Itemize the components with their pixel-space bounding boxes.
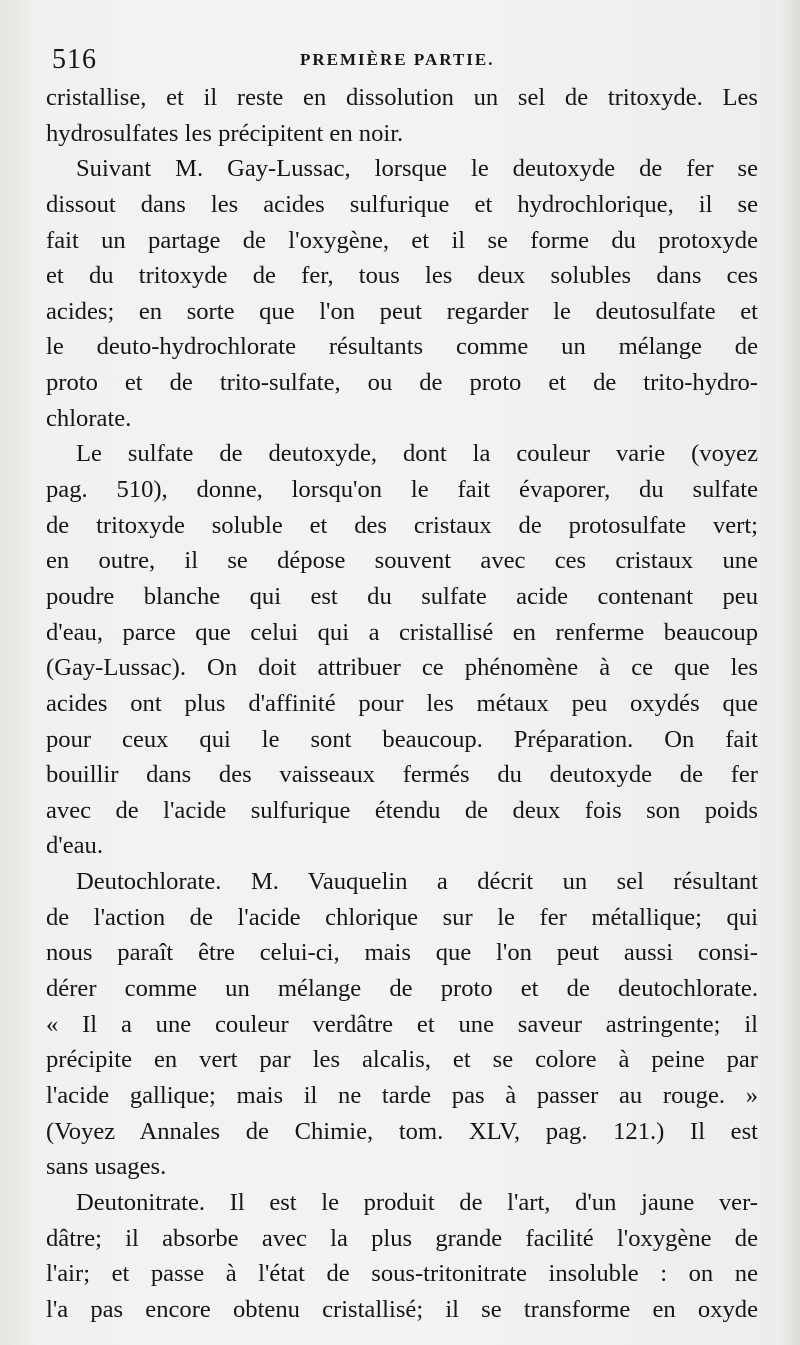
text-line: pour ceux qui le sont beaucoup. Préparation. On fait (46, 725, 758, 753)
text-line: en outre, il se dépose souvent avec ces cristaux une (46, 547, 758, 575)
text-line: sans usages. (46, 1153, 167, 1181)
text-line: avec de l'acide sulfurique étendu de deux fois son poids (46, 796, 758, 824)
text-line: l'a pas encore obtenu cristallisé; il se transforme en oxyde (46, 1295, 758, 1323)
paragraph (46, 1185, 758, 1328)
text-line: pag. 510), donne, lorsqu'on le fait évaporer, du sulfate (46, 476, 758, 504)
text-line: dérer comme un mélange de proto et de deutochlorate. (46, 975, 758, 1003)
text-line: nous paraît être celui-ci, mais que l'on peut aussi consi- (46, 939, 758, 967)
paragraph (46, 864, 758, 1185)
text-line: acides ont plus d'affinité pour les métaux peu oxydés que (46, 689, 758, 717)
text-line: Suivant M. Gay-Lussac, lorsque le deutoxyde de fer se (76, 155, 758, 183)
text-line: cristallise, et il reste en dissolution un sel de tritoxyde. Les (46, 84, 758, 111)
text-line: d'eau. (46, 832, 104, 860)
text-line: hydrosulfates les précipitent en noir. (46, 119, 404, 147)
body-text (46, 80, 758, 1327)
page-header (52, 40, 760, 80)
text-line: précipite en vert par les alcalis, et se colore à peine par (46, 1046, 758, 1074)
text-line: dissout dans les acides sulfurique et hydrochlorique, il se (46, 190, 758, 218)
text-line: Deutochlorate. M. Vauquelin a décrit un sel résultant (76, 868, 758, 896)
text-line: dâtre; il absorbe avec la plus grande facilité l'oxygène de (46, 1224, 758, 1252)
text-line: d'eau, parce que celui qui a cristallisé en renferme beaucoup (46, 618, 758, 646)
text-line: de l'action de l'acide chlorique sur le fer métallique; qui (46, 903, 758, 931)
text-line: l'acide gallique; mais il ne tarde pas à passer au rouge. » (46, 1081, 758, 1109)
text-line: l'air; et passe à l'état de sous-tritonitrate insoluble : on ne (46, 1260, 758, 1288)
paragraph (46, 151, 758, 436)
page-number: 516 (52, 44, 97, 75)
text-line: le deuto-hydrochlorate résultants comme un mélange de (46, 333, 758, 361)
text-line: chlorate. (46, 404, 132, 432)
text-line: fait un partage de l'oxygène, et il se forme du protoxyde (46, 226, 758, 254)
text-line: bouillir dans des vaisseaux fermés du deutoxyde de fer (46, 761, 758, 789)
paragraph (46, 80, 758, 151)
text-line: et du tritoxyde de fer, tous les deux solubles dans ces (46, 262, 758, 290)
text-line: acides; en sorte que l'on peut regarder le deutosulfate et (46, 297, 758, 325)
text-line: poudre blanche qui est du sulfate acide contenant peu (46, 582, 758, 610)
text-line: Deutonitrate. Il est le produit de l'art, d'un jaune ver- (76, 1188, 758, 1216)
text-line: Le sulfate de deutoxyde, dont la couleur varie (voyez (76, 440, 758, 468)
text-line: de tritoxyde soluble et des cristaux de protosulfate vert; (46, 511, 758, 539)
text-line: « Il a une couleur verdâtre et une saveur astringente; il (46, 1010, 758, 1038)
running-head: PREMIÈRE PARTIE. (300, 50, 495, 69)
text-line: proto et de trito-sulfate, ou de proto et de trito-hydro- (46, 369, 758, 397)
text-line: (Voyez Annales de Chimie, tom. XLV, pag. 121.) Il est (46, 1117, 758, 1145)
text-line: (Gay-Lussac). On doit attribuer ce phénomène à ce que les (46, 654, 758, 682)
paragraph (46, 436, 758, 864)
